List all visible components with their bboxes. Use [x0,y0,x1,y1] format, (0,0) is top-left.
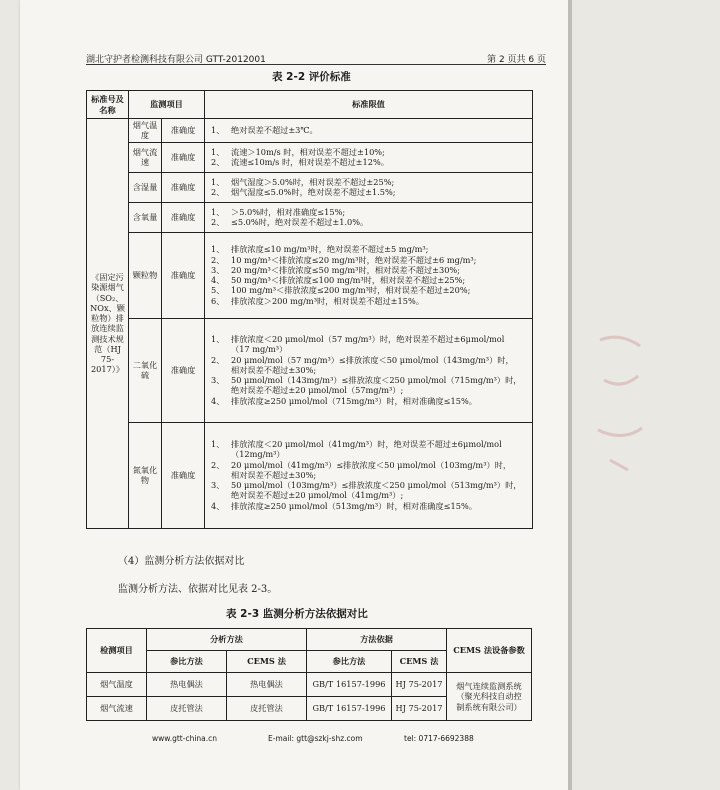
monitor-item: 颗粒物 [129,232,162,318]
t2-header-ref-basis: 参比方法 [307,651,392,673]
limit-line-text: 50 mg/m³＜排放浓度≤100 mg/m³时，相对误差不超过±25%; [231,275,466,285]
limit-line-text: 10 mg/m³＜排放浓度≤20 mg/m³时，绝对误差不超过±6 mg/m³; [231,254,477,265]
limit-line-number: 2、 [211,354,225,365]
limit-line [211,217,530,227]
limit-line-continuation: 相对误差不超过±30%; [231,364,317,375]
limit-line-continuation: 相对误差不超过±30%; [231,469,317,480]
limit-line-continuation: （12mg/m³） [231,449,285,460]
t2-row-item: 烟气流速 [87,697,147,721]
limit-line [211,501,530,511]
footer-tel: tel: 0717-6692388 [404,734,474,743]
limit-line-text: 排放浓度≥250 μmol/mol（715mg/m³）时，相对准确度≤15%。 [231,395,477,406]
t2-row-ref-std: GB/T 16157-1996 [307,697,392,721]
limit-line-text: 烟气湿度＞5.0%时，相对误差不超过±25%; [231,176,395,187]
limit-line [211,334,530,355]
limit-values [205,422,533,528]
t2-row-ref-std: GB/T 16157-1996 [307,673,392,697]
monitor-item: 烟气流速 [129,142,162,172]
accuracy-label: 准确度 [162,172,205,202]
t2-row-cems-std: HJ 75-2017 [392,697,447,721]
limit-line-number: 1、 [211,125,225,136]
table-row [87,172,533,202]
limit-line-number: 4、 [211,500,225,511]
limit-line-text: 流速＞10m/s 时，相对误差不超过±10%; [231,146,385,157]
t2-header-cems-basis: CEMS 法 [392,651,447,673]
monitor-item: 烟气温度 [129,119,162,143]
header-standard: 标准号及名称 [87,91,129,119]
header-rule [86,64,546,65]
table2-title: 表 2-3 监测分析方法依据对比 [226,608,368,620]
limit-line-number: 2、 [211,157,225,167]
accuracy-label: 准确度 [162,142,205,172]
limit-values [205,202,533,232]
t2-row-item: 烟气温度 [87,673,147,697]
limit-line-continuation: 绝对误差不超过±20 μmol/mol（41mg/m³）; [231,490,404,501]
table-row [87,422,533,528]
limit-values [205,172,533,202]
limit-line [211,147,530,157]
limit-line-text: 100 mg/m³＜排放浓度≤200 mg/m³时，相对误差不超过±20%; [231,285,471,296]
limit-values [205,142,533,172]
header-company: 湖北守护者检测科技有限公司 GTT-2012001 [86,55,266,65]
limit-line-number: 1、 [211,244,225,255]
limit-line-text: 50 μmol/mol（143mg/m³）≤排放浓度＜250 μmol/mol（715mg/m³）时， [231,375,522,386]
limit-line-number: 4、 [211,275,225,285]
limit-values [205,318,533,422]
limit-line-text: ≤5.0%时，绝对误差不超过±1.0%。 [231,217,369,227]
t2-header-item: 检测项目 [87,629,147,673]
limit-line-number: 1、 [211,439,225,450]
accuracy-label: 准确度 [162,318,205,422]
limit-line-text: 20 mg/m³＜排放浓度≤50 mg/m³时，相对误差不超过±30%; [231,264,460,275]
limit-line-text: 排放浓度≥250 μmol/mol（513mg/m³）时，相对准确度≤15%。 [231,500,477,511]
limit-line-number: 3、 [211,480,225,491]
header-limit: 标准限值 [205,91,533,119]
limit-line-number: 3、 [211,264,225,275]
limit-line-number: 3、 [211,375,225,386]
limit-line [211,355,530,376]
limit-line-continuation: （17 mg/m³） [231,344,288,355]
monitor-item: 二氧化硫 [129,318,162,422]
limit-line-text: 20 μmol/mol（41mg/m³）≤排放浓度＜50 μmol/mol（103mg/m³）时， [231,459,512,470]
monitor-item: 含湿量 [129,172,162,202]
t2-row-ref: 热电偶法 [147,673,227,697]
t2-device: 烟气连续监测系统（聚光科技自动控制系统有限公司） [447,673,532,721]
limit-line [211,187,530,197]
accuracy-label: 准确度 [162,119,205,143]
limit-line [211,396,530,406]
limit-line-number: 6、 [211,295,225,306]
limit-line-number: 2、 [211,217,225,227]
limit-line-text: 排放浓度＜20 μmol/mol（41mg/m³）时，绝对误差不超过±6μmol/mol [231,439,502,450]
header-item: 监测项目 [129,91,205,119]
limit-line-number: 2、 [211,187,225,197]
limit-line [211,439,530,460]
monitor-item: 氮氧化物 [129,422,162,528]
limit-line-number: 2、 [211,254,225,265]
table1-title: 表 2-2 评价标准 [272,71,351,83]
limit-line [211,255,530,265]
limit-line-text: 流速≤10m/s 时，相对误差不超过±12%。 [231,157,389,167]
footer-email: E-mail: gtt@szkj-shz.com [268,734,363,743]
limit-line-number: 1、 [211,206,225,217]
t2-row-cems: 皮托管法 [227,697,307,721]
standard-name: 《固定污染源烟气（SO₂、NOx、颗粒物）排放连续监测技术规范（HJ 75-2017）》 [87,119,129,529]
limit-line-number: 5、 [211,285,225,296]
limit-line-text: 50 μmol/mol（103mg/m³）≤排放浓度＜250 μmol/mol（513mg/m³）时， [231,480,522,491]
limit-line-text: 20 μmol/mol（57 mg/m³）≤排放浓度＜50 μmol/mol（143mg/m³）时， [231,354,514,365]
limit-values [205,119,533,143]
limit-line-continuation: 绝对误差不超过±20 μmol/mol（57mg/m³）; [231,385,404,396]
limit-line [211,480,530,501]
limit-line-number: 4、 [211,395,225,406]
t2-header-basis: 方法依据 [307,629,447,651]
page-edge [568,0,572,790]
limit-line [211,157,530,167]
limit-line-text: ＞5.0%时，相对准确度≤15%; [231,206,346,217]
limit-line [211,265,530,275]
table-row [87,202,533,232]
table-row [87,232,533,318]
limit-line-text: 排放浓度＜20 μmol/mol（57 mg/m³）时，绝对误差不超过±6μmol/mol [231,334,505,345]
table-row [87,673,532,697]
limit-line-text: 排放浓度≤10 mg/m³时，绝对误差不超过±5 mg/m³; [231,244,429,255]
limit-line-text: 绝对误差不超过±3℃。 [231,125,318,136]
limit-line [211,296,530,306]
t2-row-cems-std: HJ 75-2017 [392,673,447,697]
t2-header-cems-method: CEMS 法 [227,651,307,673]
t2-row-ref: 皮托管法 [147,697,227,721]
limit-line-text: 排放浓度＞200 mg/m³时，相对误差不超过±15%。 [231,295,424,306]
limit-line [211,177,530,187]
limit-line [211,125,530,135]
limit-line [211,275,530,285]
limit-line [211,375,530,396]
limit-values [205,232,533,318]
accuracy-label: 准确度 [162,232,205,318]
t2-row-cems: 热电偶法 [227,673,307,697]
monitor-item: 含氧量 [129,202,162,232]
accuracy-label: 准确度 [162,422,205,528]
table-row [87,318,533,422]
t2-header-method: 分析方法 [147,629,307,651]
section-heading: （4）监测分析方法依据对比 [118,556,245,567]
table-row [87,119,533,143]
section-body: 监测分析方法、依据对比见表 2-3。 [118,584,278,595]
evaluation-standard-table [86,90,533,529]
method-comparison-table [86,628,532,721]
t2-header-cems-params: CEMS 法设备参数 [447,629,532,673]
limit-line [211,244,530,254]
footer-website: www.gtt-china.cn [152,734,218,743]
table-row [87,142,533,172]
red-stamp-mark [590,320,680,480]
limit-line [211,207,530,217]
limit-line [211,285,530,295]
limit-line-number: 1、 [211,334,225,345]
limit-line-number: 1、 [211,176,225,187]
limit-line-text: 烟气湿度≤5.0%时，绝对误差不超过±1.5%; [231,187,396,197]
header-page-number: 第 2 页共 6 页 [487,55,546,65]
limit-line-number: 2、 [211,459,225,470]
limit-line [211,460,530,481]
t2-header-ref-method: 参比方法 [147,651,227,673]
accuracy-label: 准确度 [162,202,205,232]
limit-line-number: 1、 [211,146,225,157]
